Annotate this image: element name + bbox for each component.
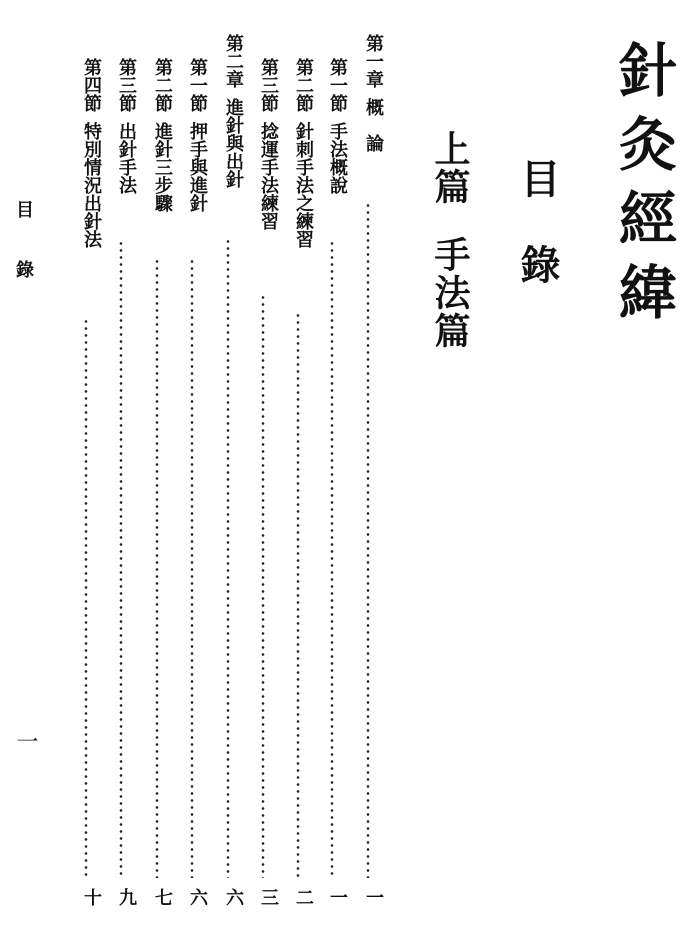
entry-head: 第二節 [152, 58, 173, 112]
entry-head: 第三節 [258, 58, 279, 112]
book-title: 針灸經緯 [609, 40, 677, 336]
entry-head: 第四節 [81, 58, 102, 112]
page-number: 一 [13, 730, 38, 752]
toc-entry-section-2-3 [107, 58, 135, 906]
entry-head: 第一節 [327, 58, 348, 112]
entry-title: 進針三步驟 [152, 122, 173, 212]
toc-entry-section-1-3 [249, 58, 277, 906]
entry-title: 特別情況出針法 [81, 122, 102, 248]
part-label: 上篇 [429, 130, 471, 206]
entry-page: 一 [363, 888, 384, 906]
part-heading [429, 130, 471, 350]
entry-title: 概 論 [363, 98, 384, 152]
toc-entry-section-2-1 [178, 58, 206, 906]
toc-entry-section-2-4 [72, 58, 100, 906]
entry-page: 一 [327, 888, 348, 906]
toc-title: 目錄 [514, 158, 561, 330]
entry-head: 第二節 [293, 58, 314, 112]
toc-entry-section-1-1 [318, 58, 346, 906]
dot-leader [330, 240, 334, 878]
entry-page: 二 [293, 888, 314, 906]
toc-entry-chapter-1 [354, 34, 382, 906]
entry-head: 第一章 [363, 34, 384, 88]
entry-title: 進針與出針 [223, 98, 244, 188]
entry-title: 手法概說 [327, 122, 348, 194]
dot-leader [261, 294, 265, 878]
entry-page: 六 [187, 888, 208, 906]
entry-title: 針刺手法之練習 [293, 122, 314, 248]
entry-title: 出針手法 [116, 122, 137, 194]
dot-leader [119, 240, 123, 878]
running-head: 目錄 [13, 200, 34, 320]
entry-title: 押手與進針 [187, 122, 208, 212]
entry-head: 第三節 [116, 58, 137, 112]
toc-entry-chapter-2 [214, 34, 242, 906]
entry-page: 六 [223, 888, 244, 906]
dot-leader [190, 258, 194, 878]
dot-leader [84, 318, 88, 878]
entry-page: 十 [81, 888, 102, 906]
toc-entry-section-1-2 [284, 58, 312, 906]
entry-title: 捻運手法練習 [258, 122, 279, 230]
part-name: 手法篇 [429, 236, 471, 350]
entry-head: 第二章 [223, 34, 244, 88]
dot-leader [366, 202, 370, 878]
entry-head: 第一節 [187, 58, 208, 112]
entry-page: 三 [258, 888, 279, 906]
dot-leader [155, 258, 159, 878]
dot-leader [296, 312, 300, 878]
entry-page: 九 [116, 888, 137, 906]
dot-leader [226, 238, 230, 878]
toc-entry-section-2-2 [143, 58, 171, 906]
entry-page: 七 [152, 888, 173, 906]
